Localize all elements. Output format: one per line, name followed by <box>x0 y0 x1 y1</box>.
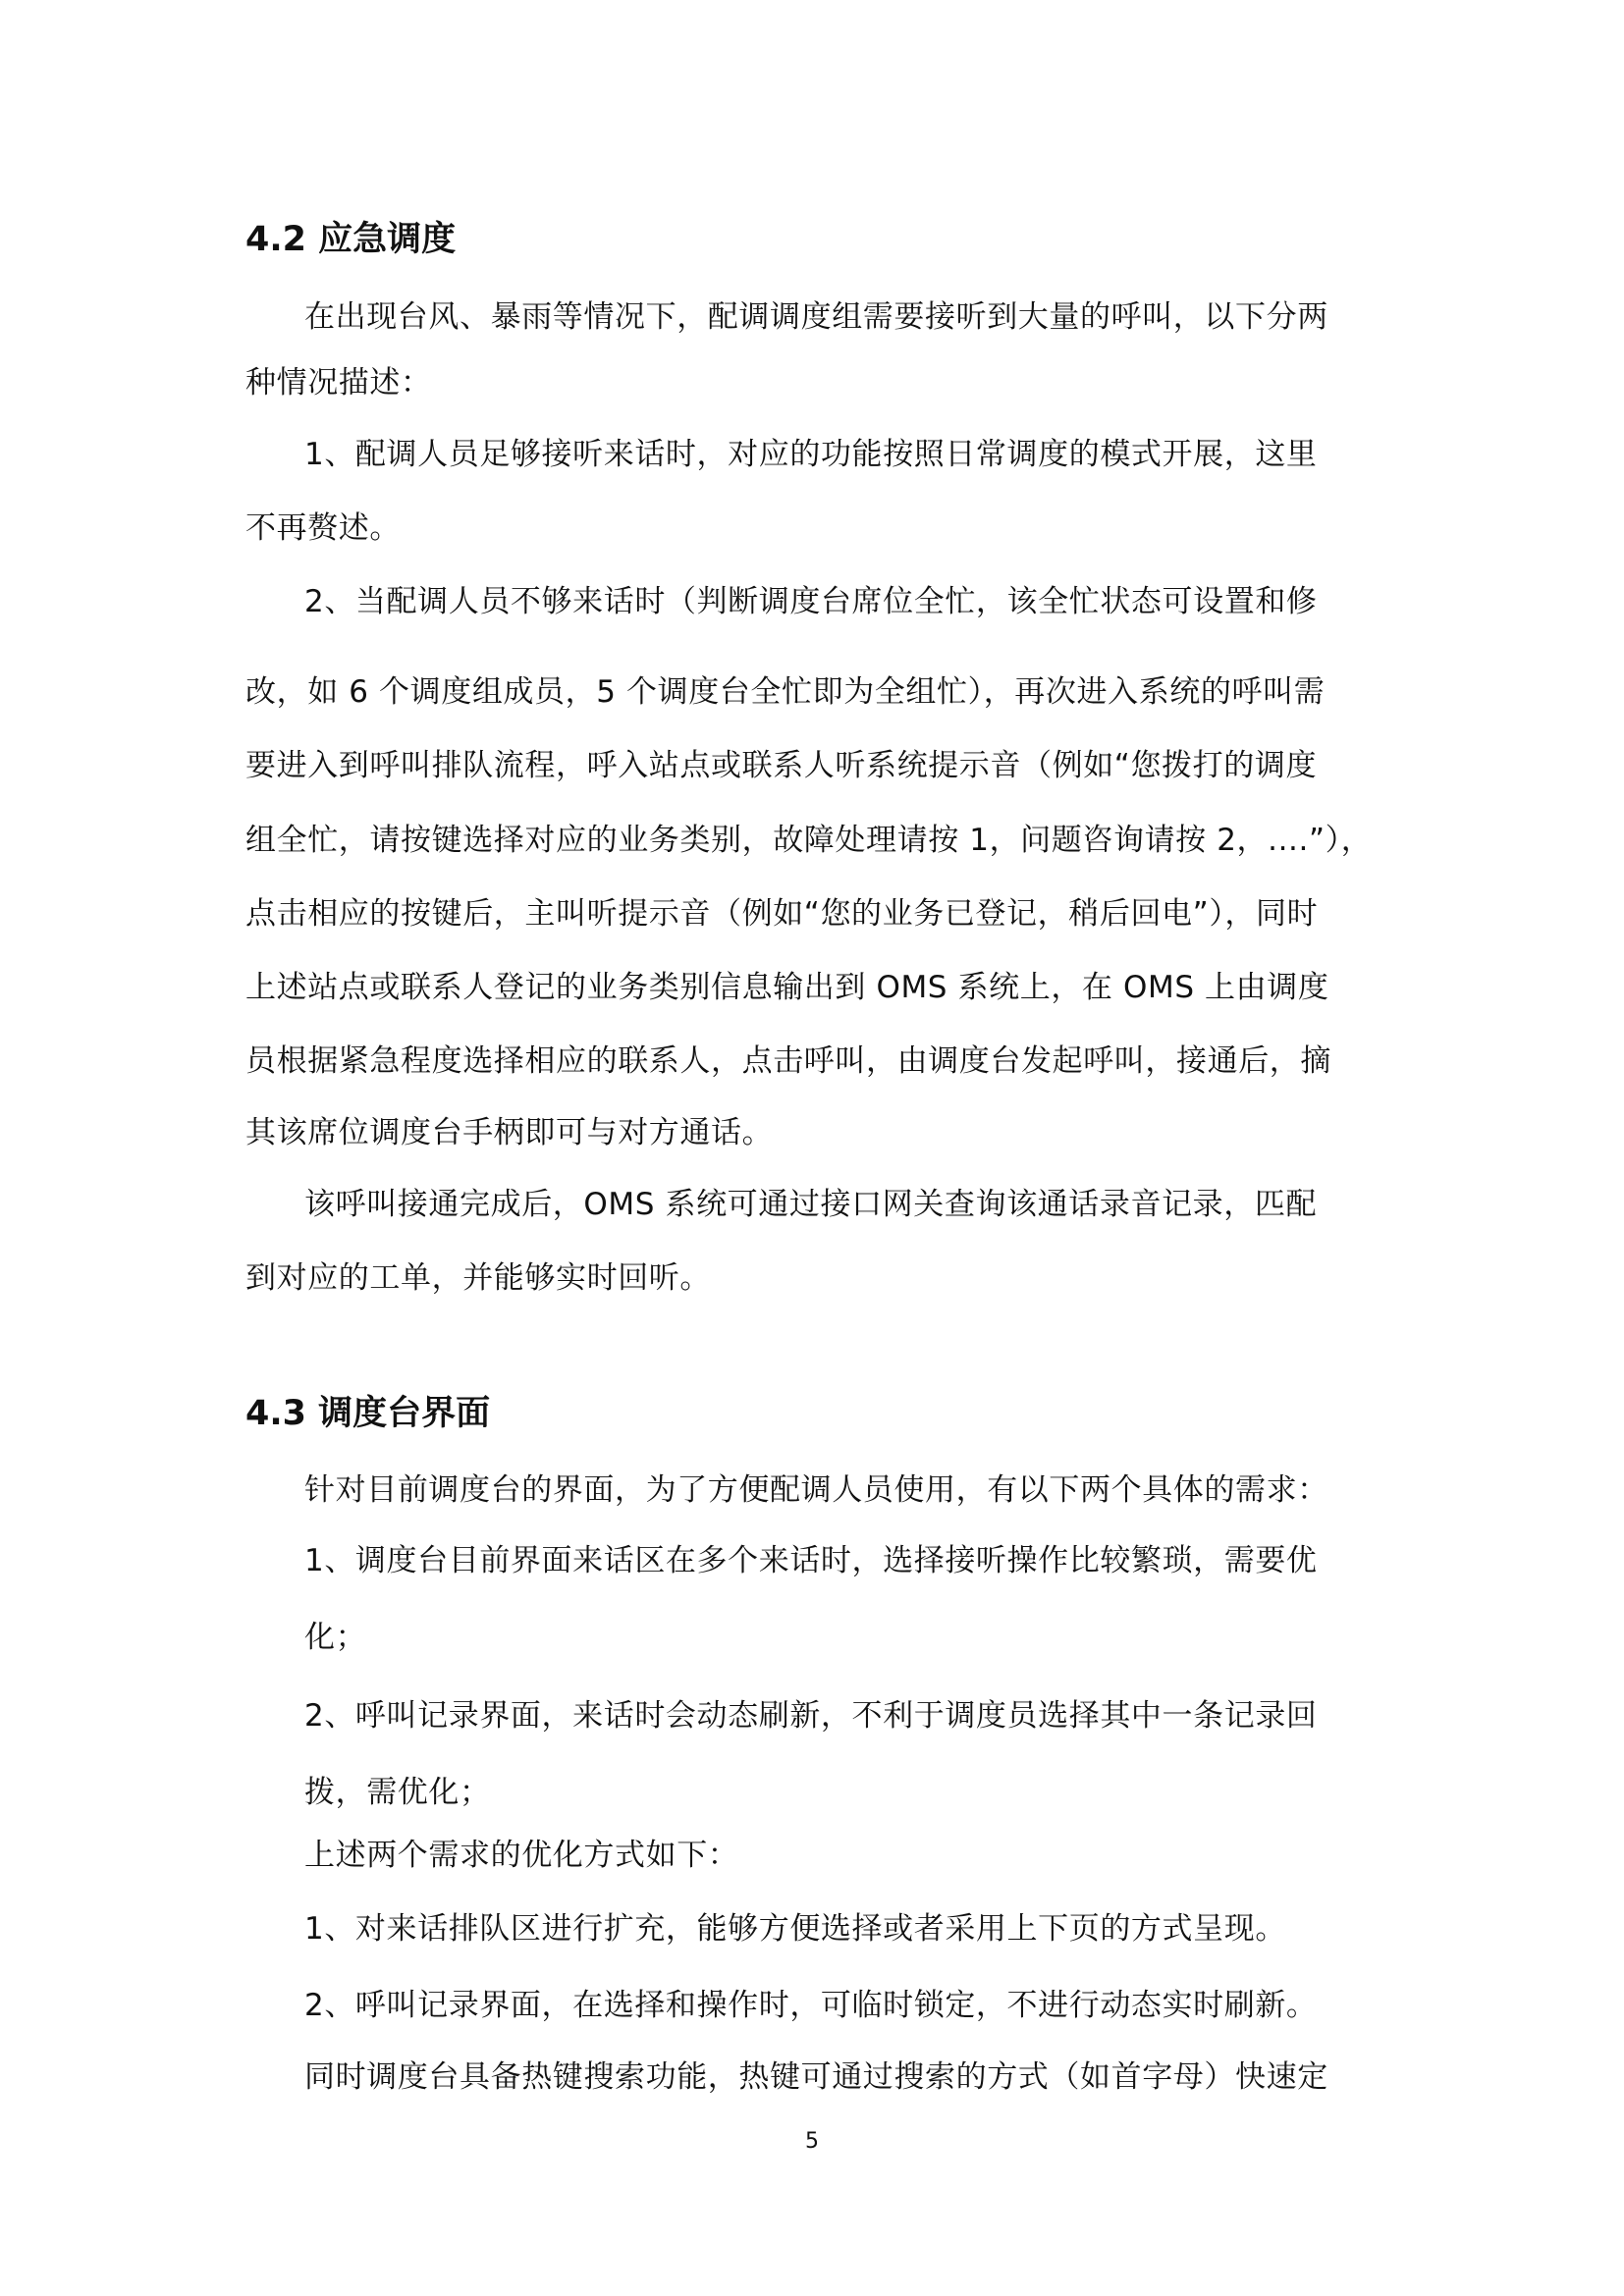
paragraph-line: 2、呼叫记录界面，在选择和操作时，可临时锁定，不进行动态实时刷新。 <box>304 1988 1318 2023</box>
paragraph-line: 在出现台风、暴雨等情况下，配调调度组需要接听到大量的呼叫，以下分两 <box>304 299 1328 335</box>
paragraph-line: 其该席位调度台手柄即可与对方通话。 <box>245 1115 774 1150</box>
paragraph-line: 种情况描述： <box>245 365 432 400</box>
paragraph-line: 员根据紧急程度选择相应的联系人，点击呼叫，由调度台发起呼叫，接通后，摘 <box>245 1043 1331 1079</box>
paragraph-line: 2、当配调人员不够来话时（判断调度台席位全忙，该全忙状态可设置和修 <box>304 584 1318 619</box>
paragraph-line: 不再赘述。 <box>245 510 401 546</box>
paragraph-line: 要进入到呼叫排队流程，呼入站点或联系人听系统提示音（例如“您拨打的调度 <box>245 748 1318 783</box>
paragraph-line: 针对目前调度台的界面，为了方便配调人员使用，有以下两个具体的需求： <box>304 1472 1328 1508</box>
paragraph-line: 组全忙，请按键选择对应的业务类别，故障处理请按 1，问题咨询请按 2，....”）， <box>245 823 1373 858</box>
paragraph-line: 点击相应的按键后，主叫听提示音（例如“您的业务已登记，稍后回电”），同时 <box>245 896 1319 932</box>
paragraph-line: 化； <box>304 1620 367 1655</box>
paragraph-line: 2、呼叫记录界面，来话时会动态刷新，不利于调度员选择其中一条记录回 <box>304 1698 1318 1734</box>
section-heading-4-3: 4.3 调度台界面 <box>245 1394 491 1433</box>
paragraph-line: 1、对来话排队区进行扩充，能够方便选择或者采用上下页的方式呈现。 <box>304 1911 1286 1947</box>
paragraph-line: 该呼叫接通完成后，OMS 系统可通过接口网关查询该通话录音记录，匹配 <box>304 1187 1318 1222</box>
paragraph-line: 拨，需优化； <box>304 1775 491 1810</box>
paragraph-line: 到对应的工单，并能够实时回听。 <box>245 1260 711 1296</box>
paragraph-line: 1、调度台目前界面来话区在多个来话时，选择接听操作比较繁琐，需要优 <box>304 1543 1318 1578</box>
paragraph-line: 1、配调人员足够接听来话时，对应的功能按照日常调度的模式开展，这里 <box>304 437 1318 472</box>
page-number: 5 <box>805 2129 819 2154</box>
section-heading-4-2: 4.2 应急调度 <box>245 220 457 259</box>
paragraph-line: 上述两个需求的优化方式如下： <box>304 1838 739 1873</box>
paragraph-line: 同时调度台具备热键搜索功能，热键可通过搜索的方式（如首字母）快速定 <box>304 2059 1328 2095</box>
paragraph-line: 上述站点或联系人登记的业务类别信息输出到 OMS 系统上，在 OMS 上由调度 <box>245 970 1329 1005</box>
paragraph-line: 改，如 6 个调度组成员，5 个调度台全忙即为全组忙），再次进入系统的呼叫需 <box>245 674 1326 710</box>
